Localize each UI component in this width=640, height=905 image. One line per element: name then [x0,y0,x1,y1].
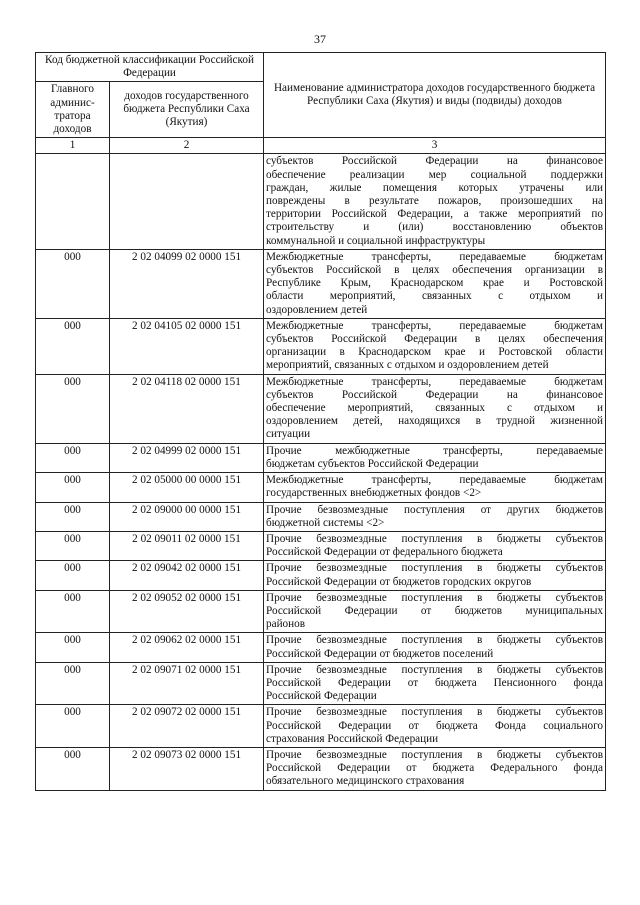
table-row [36,318,606,374]
description-line: страхования Российской Федерации [266,732,439,745]
description-line: Прочие безвозмездные поступления в бюджеты субъектов [266,591,604,604]
description-cell [264,662,606,705]
table-row [36,249,606,318]
description-line: коммунальной и социальной инфраструктуры [266,234,486,247]
description-line: оздоровлением детей, находящихся в трудной жизненной [266,415,604,428]
description-cell [264,561,606,590]
admin-code-cell: 000 [36,633,110,662]
admin-code-cell [36,154,110,249]
income-code-cell: 2 02 04999 02 0000 151 [110,443,264,472]
description-cell [264,443,606,472]
admin-code-cell: 000 [36,531,110,560]
column-index-3: 3 [264,138,606,154]
description-line: Российской Федерации от бюджета Федерального фонда [266,762,604,775]
description-line: Российской Федерации от федерального бюджета [266,546,503,559]
description-line: Межбюджетные трансферты, передаваемые бюджетам [266,250,604,263]
description-line: районов [266,618,306,631]
admin-code-cell: 000 [36,705,110,748]
description-line: оздоровлением детей [266,303,368,316]
header-admin-cell: Главного админис-тратора доходов [36,82,110,138]
header-group-cell: Код бюджетной классификации Российской Федерации [36,53,264,82]
description-line: Межбюджетные трансферты, передаваемые бюджетам [266,474,604,487]
description-line: Межбюджетные трансферты, передаваемые бюджетам [266,319,604,332]
description-cell [264,473,606,502]
description-cell [264,590,606,633]
admin-code-cell: 000 [36,249,110,318]
income-code-cell: 2 02 04118 02 0000 151 [110,374,264,443]
table-row [36,473,606,502]
table-row [36,662,606,705]
table-row [36,531,606,560]
admin-code-cell: 000 [36,374,110,443]
description-cell [264,154,606,249]
description-line: Прочие безвозмездные поступления в бюджеты субъектов [266,562,604,575]
description-line: организации в Краснодарском крае и Ростовской области [266,346,604,359]
description-line: Межбюджетные трансферты, передаваемые бюджетам [266,375,604,388]
description-line: строительству и (или) восстановлению объектов [266,221,604,234]
income-code-cell: 2 02 09071 02 0000 151 [110,662,264,705]
income-code-cell: 2 02 05000 00 0000 151 [110,473,264,502]
table-row [36,590,606,633]
description-line: бюджетам субъектов Российской Федерации [266,457,479,470]
description-line: Прочие межбюджетные трансферты, передаваемые [266,444,604,457]
description-cell [264,633,606,662]
description-cell [264,705,606,748]
column-index-row [36,138,606,154]
description-cell [264,249,606,318]
description-line: Прочие безвозмездные поступления в бюджеты субъектов [266,706,604,719]
description-line: государственных внебюджетных фондов <2> [266,487,482,500]
description-line: Российской Федерации от бюджета Фонда социального [266,719,604,732]
column-index-2: 2 [110,138,264,154]
description-line: субъектов Российской Федерации на финансовое [266,155,603,168]
description-line: бюджетной системы <2> [266,516,385,529]
header-name-cell: Наименование администратора доходов государственного бюджета Республики Саха (Якутия) и виды (подвиды) доходов [264,53,606,138]
description-line: области мероприятий, связанных с отдыхом и [266,290,604,303]
admin-code-cell: 000 [36,318,110,374]
description-line: субъектов Российской Федерации на финансовое [266,388,603,401]
income-code-cell: 2 02 09000 00 0000 151 [110,502,264,531]
description-line: субъектов Российской в целях обеспечения организации в [266,264,604,277]
description-cell [264,318,606,374]
description-line: Российской Федерации от бюджетов поселений [266,647,494,660]
description-line: Российской Федерации [266,690,377,703]
description-line: Прочие безвозмездные поступления в бюджеты субъектов [266,634,604,647]
table-row [36,633,606,662]
description-line: ситуации [266,428,311,441]
income-code-cell: 2 02 09052 02 0000 151 [110,590,264,633]
budget-classification-table [35,52,606,791]
table-row [36,747,606,790]
description-line: Российской Федерации от бюджетов муниципальных [266,604,604,617]
description-cell [264,747,606,790]
admin-code-cell: 000 [36,590,110,633]
description-line: граждан, жилые помещения которых утрачены или [266,181,604,194]
admin-code-cell: 000 [36,662,110,705]
table-body [36,154,606,790]
description-line: Республике Крым, Краснодарском крае и Ростовской [266,277,604,290]
table-row [36,374,606,443]
description-line: мероприятий, связанных с отдыхом и оздоровлением детей [266,359,549,372]
description-cell [264,502,606,531]
income-code-cell: 2 02 09042 02 0000 151 [110,561,264,590]
income-code-cell: 2 02 09073 02 0000 151 [110,747,264,790]
description-line: Российской Федерации от бюджета Пенсионного фонда [266,676,604,689]
table-row [36,705,606,748]
description-cell [264,374,606,443]
description-line: обеспечение мероприятий, связанных с отдыхом и [266,402,604,415]
description-line: субъектов Российской Федерации в целях обеспечения [266,333,604,346]
income-code-cell: 2 02 09072 02 0000 151 [110,705,264,748]
description-line: обеспечение реализации мер социальной поддержки [266,168,604,181]
admin-code-cell: 000 [36,443,110,472]
income-code-cell: 2 02 04099 02 0000 151 [110,249,264,318]
header-row-1 [36,53,606,82]
income-code-cell [110,154,264,249]
admin-code-cell: 000 [36,561,110,590]
header-code-cell: доходов государственного бюджета Республики Саха (Якутия) [110,82,264,138]
description-line: Прочие безвозмездные поступления от других бюджетов [266,503,604,516]
income-code-cell: 2 02 04105 02 0000 151 [110,318,264,374]
table-row [36,154,606,249]
table-row [36,443,606,472]
description-line: Российской Федерации от бюджетов городских округов [266,575,532,588]
income-code-cell: 2 02 09011 02 0000 151 [110,531,264,560]
admin-code-cell: 000 [36,502,110,531]
description-cell [264,531,606,560]
description-line: повреждены в результате пожаров, произошедших на [266,195,604,208]
description-line: территории Российской Федерации, а также мероприятий по [266,208,604,221]
income-code-cell: 2 02 09062 02 0000 151 [110,633,264,662]
table-row [36,561,606,590]
column-index-1: 1 [36,138,110,154]
description-line: обязательного медицинского страхования [266,775,465,788]
description-line: Прочие безвозмездные поступления в бюджеты субъектов [266,663,604,676]
admin-code-cell: 000 [36,747,110,790]
description-line: Прочие безвозмездные поступления в бюджеты субъектов [266,748,604,761]
description-line: Прочие безвозмездные поступления в бюджеты субъектов [266,532,604,545]
page-number: 37 [314,32,326,46]
table-row [36,502,606,531]
admin-code-cell: 000 [36,473,110,502]
